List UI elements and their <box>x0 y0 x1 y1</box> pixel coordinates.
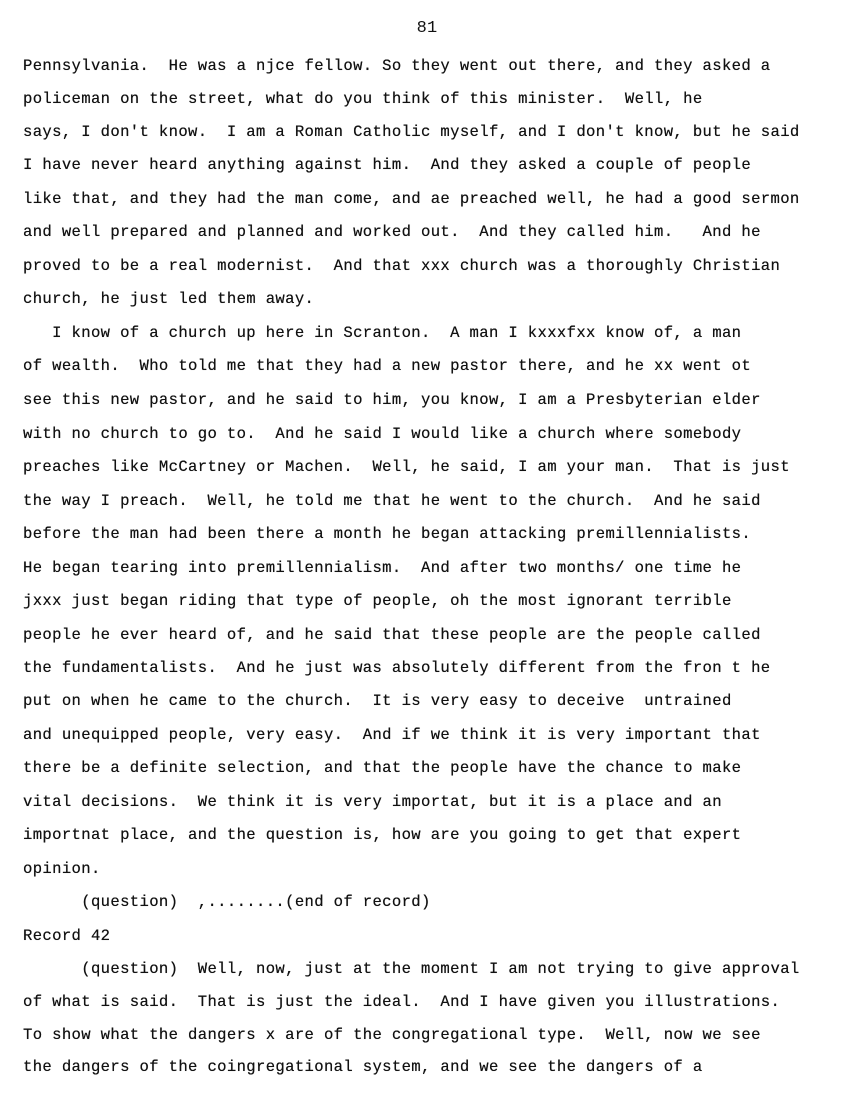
text-line: and unequipped people, very easy. And if we think it is very important that <box>23 726 761 744</box>
page-number: 81 <box>416 19 438 38</box>
text-line: Record 42 <box>23 927 111 945</box>
text-line: with no church to go to. And he said I would like a church where somebody <box>23 425 742 443</box>
text-line: proved to be a real modernist. And that xxx church was a thoroughly Christian <box>23 257 781 275</box>
text-line: says, I don't know. I am a Roman Catholic myself, and I don't know, but he said <box>23 123 800 141</box>
text-line: vital decisions. We think it is very importat, but it is a place and an <box>23 793 722 811</box>
text-line: (question) Well, now, just at the moment I am not trying to give approval <box>23 960 800 978</box>
text-line: preaches like McCartney or Machen. Well, he said, I am your man. That is just <box>23 458 790 476</box>
text-line: the dangers of the coingregational system, and we see the dangers of a <box>23 1058 703 1076</box>
text-line: like that, and they had the man come, and ae preached well, he had a good sermon <box>23 190 800 208</box>
text-line: the fundamentalists. And he just was absolutely different from the fron t he <box>23 659 771 677</box>
text-line: jxxx just began riding that type of people, oh the most ignorant terrible <box>23 592 732 610</box>
text-line: I have never heard anything against him. And they asked a couple of people <box>23 156 752 174</box>
text-line: (question) ,........(end of record) <box>23 893 431 911</box>
text-line: of wealth. Who told me that they had a new pastor there, and he xx went ot <box>23 357 752 375</box>
text-line: Pennsylvania. He was a njce fellow. So they went out there, and they asked a <box>23 57 771 75</box>
text-line: of what is said. That is just the ideal. And I have given you illustrations. <box>23 993 781 1011</box>
text-line: He began tearing into premillennialism. And after two months/ one time he <box>23 559 742 577</box>
text-line: the way I preach. Well, he told me that he went to the church. And he said <box>23 492 761 510</box>
text-line: importnat place, and the question is, how are you going to get that expert <box>23 826 742 844</box>
text-line: there be a definite selection, and that the people have the chance to make <box>23 759 742 777</box>
text-line: see this new pastor, and he said to him, you know, I am a Presbyterian elder <box>23 391 761 409</box>
text-line: opinion. <box>23 860 101 878</box>
text-line: policeman on the street, what do you think of this minister. Well, he <box>23 90 703 108</box>
text-line: and well prepared and planned and worked out. And they called him. And he <box>23 223 761 241</box>
text-line: I know of a church up here in Scranton. A man I kxxxfxx know of, a man <box>23 324 742 342</box>
text-line: To show what the dangers x are of the congregational type. Well, now we see <box>23 1026 761 1044</box>
text-line: people he ever heard of, and he said that these people are the people called <box>23 626 761 644</box>
text-line: put on when he came to the church. It is very easy to deceive untrained <box>23 692 732 710</box>
text-line: church, he just led them away. <box>23 290 315 308</box>
text-line: before the man had been there a month he began attacking premillennialists. <box>23 525 752 543</box>
